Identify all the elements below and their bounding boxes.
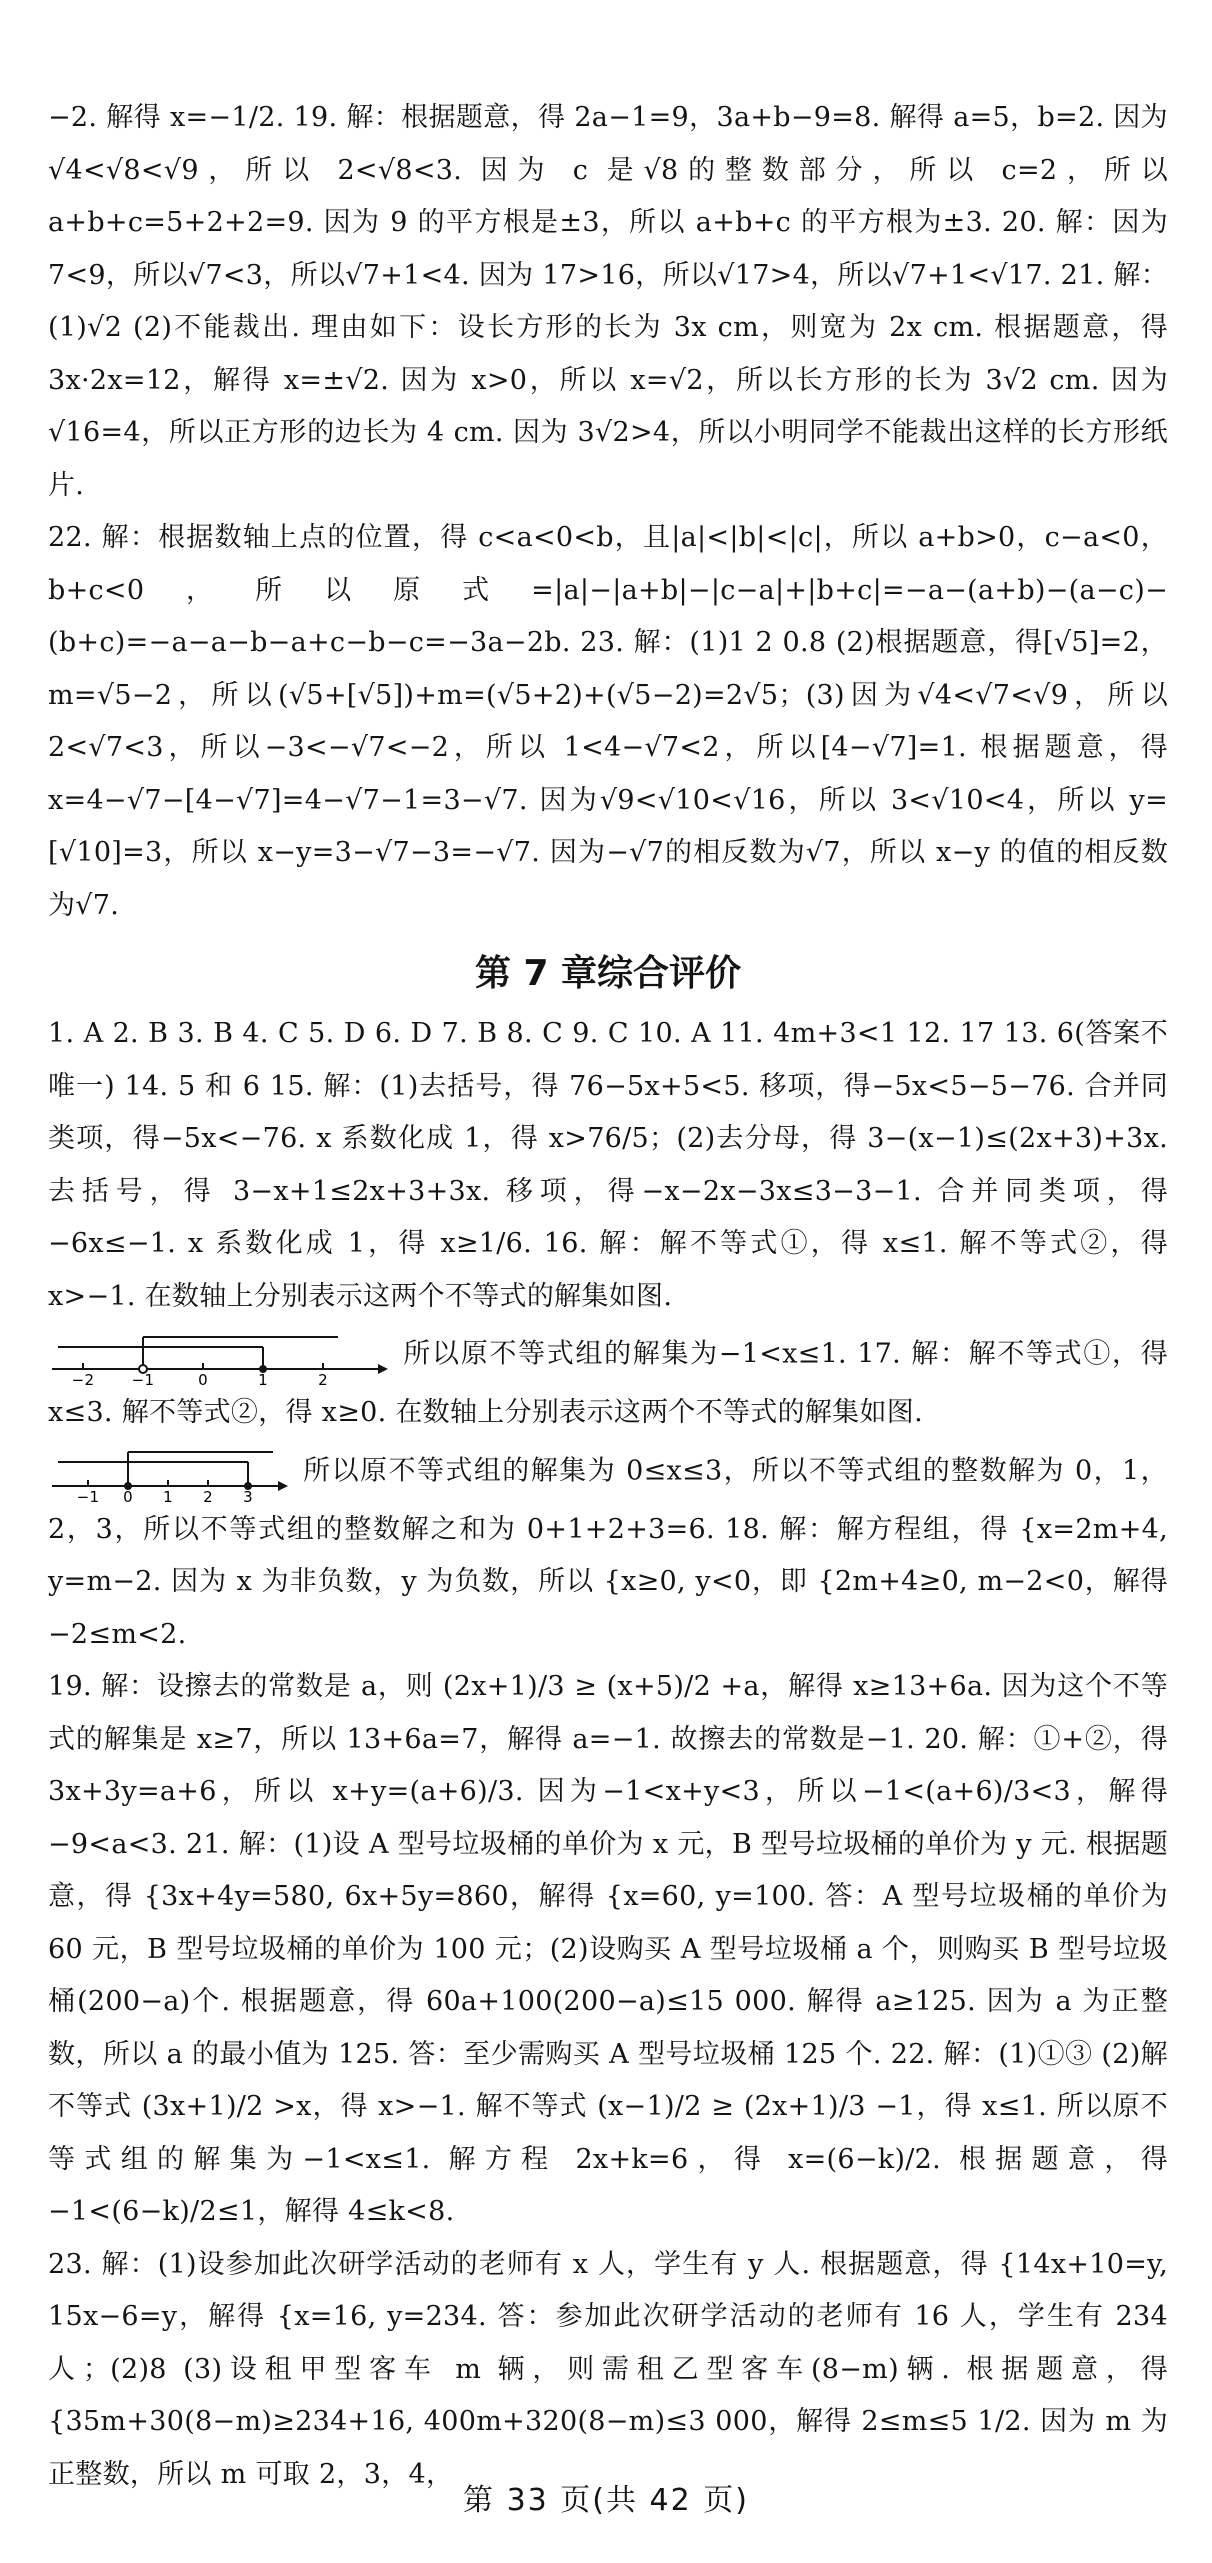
- answer-17-18: [48, 1440, 1168, 1662]
- tick-label: 2: [203, 1487, 213, 1504]
- answer-23: 23. 解：(1)设参加此次研学活动的老师有 x 人，学生有 y 人. 根据题意，得 {14x+10=y, 15x−6=y，解得 {x=16, y=234. 答：参加此次研学活动的老师有 16 人，学生有 234 人；(2)8 (3)设租甲型客车 m 辆，则需租乙型客车(8−m)辆. 根据题意，得 {35m+30(8−m)≥234+16, 400m+320(8−m)≤3 000，解得 2≤m≤5 1/2. 因为 m 为正整数，所以 m 可取 2，3，4，: [48, 2248, 1168, 2490]
- tick-label: −2: [71, 1371, 95, 1387]
- page-footer: 第 33 页(共 42 页): [463, 2483, 749, 2518]
- answer-16-17: [48, 1323, 1168, 1440]
- tick-label: 0: [123, 1487, 133, 1504]
- answers-ch6-end: −2. 解得 x=−1/2. 19. 解：根据题意，得 2a−1=9，3a+b−9=8. 解得 a=5，b=2. 因为√4<√8<√9，所以 2<√8<3. 因为 c 是√8的整数部分，所以 c=2，所以 a+b+c=5+2+2=9. 因为 9 的平方根是±3，所以 a+b+c 的平方根为±3. 20. 解：因为 7<9，所以√7<3，所以√7+1<4. 因为 17>16，所以√17>4，所以√7+1<√17. 21. 解：(1)√2 (2)不能裁出. 理由如下：设长方形的长为 3x cm，则宽为 2x cm. 根据题意，得 3x·2x=12，解得 x=±√2. 因为 x>0，所以 x=√2，所以长方形的长为 3√2 cm. 因为√16=4，所以正方形的边长为 4 cm. 因为 3√2>4，所以小明同学不能裁出这样的长方形纸片.: [48, 102, 1168, 501]
- number-line-17: [48, 1440, 288, 1504]
- tick-label: 3: [243, 1487, 253, 1504]
- tick-label: 2: [318, 1371, 328, 1387]
- tick-label: −1: [76, 1487, 100, 1504]
- answers-1-16: 1. A 2. B 3. B 4. C 5. D 6. D 7. B 8. C 9. C 10. A 11. 4m+3<1 12. 17 13. 6(答案不唯一) 14. 5 和 6 15. 解：(1)去括号，得 76−5x+5<5. 移项，得−5x<5−5−76. 合并同类项，得−5x<−76. x 系数化成 1，得 x>76/5；(2)去分母，得 3−(x−1)≤(2x+3)+3x. 去括号，得 3−x+1≤2x+3+3x. 移项，得−x−2x−3x≤3−3−1. 合并同类项，得−6x≤−1. x 系数化成 1，得 x≥1/6. 16. 解：解不等式①，得 x≤1. 解不等式②，得 x>−1. 在数轴上分别表示这两个不等式的解集如图.: [48, 1018, 1168, 1312]
- answers-22-23: 22. 解：根据数轴上点的位置，得 c<a<0<b，且|a|<|b|<|c|，所以 a+b>0，c−a<0，b+c<0，所以原式=|a|−|a+b|−|c−a|+|b+c|=−a−(a+b)−(a−c)−(b+c)=−a−a−b−a+c−b−c=−3a−2b. 23. 解：(1)1 2 0.8 (2)根据题意，得[√5]=2，m=√5−2，所以(√5+[√5])+m=(√5+2)+(√5−2)=2√5；(3)因为√4<√7<√9，所以 2<√7<3，所以−3<−√7<−2，所以 1<4−√7<2，所以[4−√7]=1. 根据题意，得 x=4−√7−[4−√7]=4−√7−1=3−√7. 因为√9<√10<√16，所以 3<√10<4，所以 y=[√10]=3，所以 x−y=3−√7−3=−√7. 因为−√7的相反数为√7，所以 x−y 的值的相反数为√7.: [48, 522, 1168, 921]
- tick-label: 1: [258, 1371, 268, 1387]
- tick-label: 1: [163, 1487, 173, 1504]
- chapter-title: 第 7 章综合评价: [474, 953, 742, 994]
- tick-label: −1: [131, 1371, 155, 1387]
- number-line-16: [48, 1323, 388, 1387]
- tick-label: 0: [198, 1371, 208, 1387]
- answers-19-22: 19. 解：设擦去的常数是 a，则 (2x+1)/3 ≥ (x+5)/2 +a，解得 x≥13+6a. 因为这个不等式的解集是 x≥7，所以 13+6a=7，解得 a=−1. 故擦去的常数是−1. 20. 解：①+②，得 3x+3y=a+6，所以 x+y=(a+6)/3. 因为−1<x+y<3，所以−1<(a+6)/3<3，解得−9<a<3. 21. 解：(1)设 A 型号垃圾桶的单价为 x 元，B 型号垃圾桶的单价为 y 元. 根据题意，得 {3x+4y=580, 6x+5y=860，解得 {x=60, y=100. 答：A 型号垃圾桶的单价为 60 元，B 型号垃圾桶的单价为 100 元；(2)设购买 A 型号垃圾桶 a 个，则购买 B 型号垃圾桶(200−a)个. 根据题意，得 60a+100(200−a)≤15 000. 解得 a≥125. 因为 a 为正整数，所以 a 的最小值为 125. 答：至少需购买 A 型号垃圾桶 125 个. 22. 解：(1)①③ (2)解不等式 (3x+1)/2 >x，得 x>−1. 解不等式 (x−1)/2 ≥ (2x+1)/3 −1，得 x≤1. 所以原不等式组的解集为−1<x≤1. 解方程 2x+k=6，得 x=(6−k)/2. 根据题意，得−1<(6−k)/2≤1，解得 4≤k<8.: [48, 1671, 1168, 2227]
- answer-page: [48, 92, 1168, 2501]
- answer-18-text: 所以原不等式组的解集为 0≤x≤3，所以不等式组的整数解为 0，1，2，3，所以不等式组的整数解之和为 0+1+2+3=6. 18. 解：解方程组，得 {x=2m+4, y=m−2. 因为 x 为非负数，y 为负数，所以 {x≥0, y<0，即 {2m+4≥0, m−2<0，解得−2≤m<2.: [48, 1455, 1168, 1650]
- answer-17-text: 所以原不等式组的解集为−1<x≤1. 17. 解：解不等式①，得 x≤3. 解不等式②，得 x≥0. 在数轴上分别表示这两个不等式的解集如图.: [48, 1338, 1168, 1428]
